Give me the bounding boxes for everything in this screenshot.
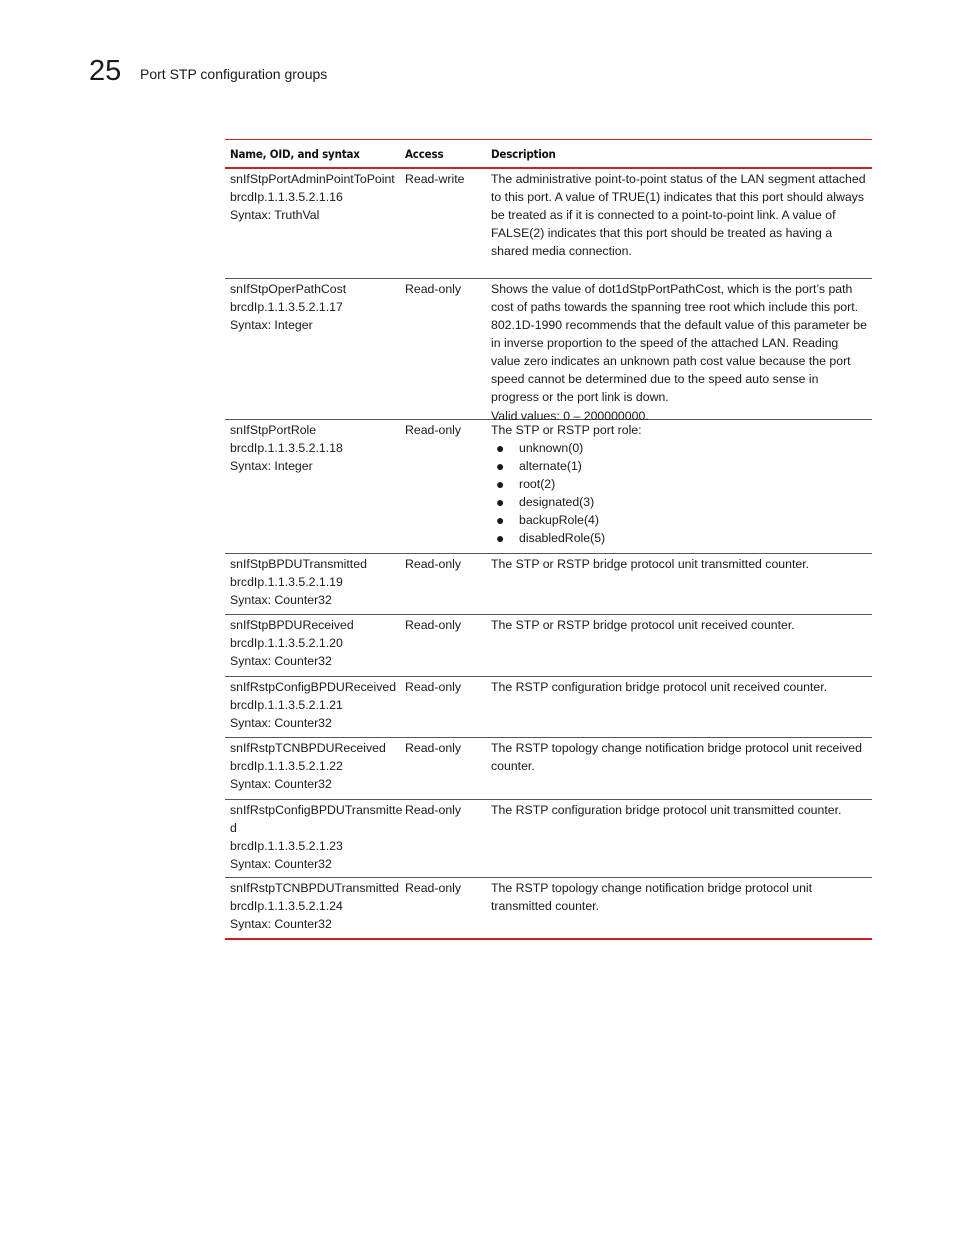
object-access: Read-only	[405, 557, 462, 571]
object-description	[491, 738, 872, 799]
object-syntax: Syntax: Counter32	[230, 777, 332, 791]
object-syntax: Syntax: Counter32	[230, 716, 332, 730]
description-text: The STP or RSTP bridge protocol unit transmitted counter.	[491, 557, 810, 571]
object-oid: brcdIp.1.1.3.5.2.1.17	[230, 300, 343, 314]
object-name: snIfRstpTCNBPDUTransmitted	[230, 881, 400, 895]
valid-values-text: Valid values: 0 – 200000000.	[491, 409, 649, 423]
object-description	[491, 800, 872, 877]
object-name: snIfStpOperPathCost	[230, 282, 347, 296]
table-row	[225, 676, 872, 737]
object-description	[491, 878, 872, 938]
description-text: The STP or RSTP bridge protocol unit received counter.	[491, 618, 795, 632]
object-description	[491, 677, 872, 737]
description-text: The RSTP configuration bridge protocol unit transmitted counter.	[491, 803, 842, 817]
bullet-icon: ●	[496, 458, 505, 474]
list-item	[491, 511, 868, 529]
object-description	[491, 420, 872, 553]
list-item-text: designated(3)	[519, 495, 595, 509]
object-name-cell	[225, 554, 405, 614]
object-name: snIfStpBPDUTransmitted	[230, 557, 367, 571]
object-access: Read-only	[405, 282, 462, 296]
object-name-cell	[225, 279, 405, 419]
object-name: snIfStpBPDUReceived	[230, 618, 354, 632]
object-syntax: Syntax: Counter32	[230, 593, 332, 607]
list-item	[491, 529, 868, 547]
description-text: The RSTP configuration bridge protocol unit received counter.	[491, 680, 828, 694]
description-text: The RSTP topology change notification bridge protocol unit transmitted counter.	[491, 881, 813, 913]
chapter-number: 25	[89, 55, 122, 87]
object-name-cell	[225, 677, 405, 737]
object-name-cell	[225, 169, 405, 278]
description-text: The administrative point-to-point status of the LAN segment attached to this port. A value of TRUE(1) indicates that this port should always be treated as if it is connected to a point-to-point link. A value of FALSE(2) indicates that this port should be treated as having a shared media connection.	[491, 172, 866, 258]
column-header-description: Description	[491, 146, 556, 161]
mib-object-table	[225, 139, 872, 940]
list-item	[491, 493, 868, 511]
object-oid: brcdIp.1.1.3.5.2.1.20	[230, 636, 343, 650]
object-access: Read-only	[405, 741, 462, 755]
table-header-row	[225, 140, 872, 169]
object-description	[491, 169, 872, 278]
object-syntax: Syntax: Counter32	[230, 917, 332, 931]
object-name-cell	[225, 420, 405, 553]
object-name: snIfStpPortRole	[230, 423, 317, 437]
port-role-list	[491, 439, 868, 547]
description-text: The RSTP topology change notification bridge protocol unit received counter.	[491, 741, 862, 773]
object-syntax: Syntax: Integer	[230, 459, 313, 473]
table-row	[225, 553, 872, 614]
list-item	[491, 475, 868, 493]
object-name: snIfStpPortAdminPointToPoint	[230, 172, 395, 186]
object-oid: brcdIp.1.1.3.5.2.1.22	[230, 759, 343, 773]
table-row	[225, 278, 872, 423]
object-description	[491, 615, 872, 676]
column-header-name: Name, OID, and syntax	[230, 146, 360, 161]
object-oid: brcdIp.1.1.3.5.2.1.19	[230, 575, 343, 589]
table-row	[225, 419, 872, 553]
table-row	[225, 614, 872, 676]
list-item-text: root(2)	[519, 477, 556, 491]
object-description	[491, 554, 872, 614]
object-oid: brcdIp.1.1.3.5.2.1.21	[230, 698, 343, 712]
object-access: Read-only	[405, 680, 462, 694]
object-description	[491, 279, 872, 423]
object-name-cell	[225, 615, 405, 676]
object-access: Read-only	[405, 803, 462, 817]
object-syntax: Syntax: TruthVal	[230, 208, 320, 222]
object-name-cell	[225, 800, 405, 877]
object-syntax: Syntax: Integer	[230, 318, 313, 332]
object-oid: brcdIp.1.1.3.5.2.1.16	[230, 190, 343, 204]
list-item-text: unknown(0)	[519, 441, 584, 455]
description-text: The STP or RSTP port role:	[491, 423, 642, 437]
description-text: Shows the value of dot1dStpPortPathCost, which is the port’s path cost of paths towards the spanning tree root which include this port. 802.1D-1990 recommends that the default value of this parameter be in inverse proportion to the speed of the attached LAN. Reading value zero indicates an unknown path cost value because the port speed cannot be determined due to the speed auto sense in progress or the port link is down.	[491, 282, 867, 404]
object-syntax: Syntax: Counter32	[230, 857, 332, 871]
object-access: Read-only	[405, 618, 462, 632]
list-item-text: alternate(1)	[519, 459, 582, 473]
bullet-icon: ●	[496, 476, 505, 492]
list-item	[491, 439, 868, 457]
object-name: snIfRstpConfigBPDUReceived	[230, 680, 397, 694]
table-row	[225, 737, 872, 799]
object-syntax: Syntax: Counter32	[230, 654, 332, 668]
object-name: snIfRstpConfigBPDUTransmitted	[230, 803, 403, 835]
chapter-title: Port STP configuration groups	[140, 66, 328, 82]
list-item	[491, 457, 868, 475]
table-row	[225, 799, 872, 877]
column-header-access: Access	[405, 146, 444, 161]
bullet-icon: ●	[496, 512, 505, 528]
object-oid: brcdIp.1.1.3.5.2.1.24	[230, 899, 343, 913]
list-item-text: disabledRole(5)	[519, 531, 606, 545]
table-row	[225, 877, 872, 938]
table-row	[225, 169, 872, 278]
object-access: Read-write	[405, 172, 465, 186]
bullet-icon: ●	[496, 440, 505, 456]
object-access: Read-only	[405, 881, 462, 895]
object-name-cell	[225, 738, 405, 799]
object-oid: brcdIp.1.1.3.5.2.1.23	[230, 839, 343, 853]
object-access: Read-only	[405, 423, 462, 437]
object-name: snIfRstpTCNBPDUReceived	[230, 741, 386, 755]
object-name-cell	[225, 878, 405, 938]
object-oid: brcdIp.1.1.3.5.2.1.18	[230, 441, 343, 455]
bullet-icon: ●	[496, 530, 505, 546]
list-item-text: backupRole(4)	[519, 513, 599, 527]
bullet-icon: ●	[496, 494, 505, 510]
